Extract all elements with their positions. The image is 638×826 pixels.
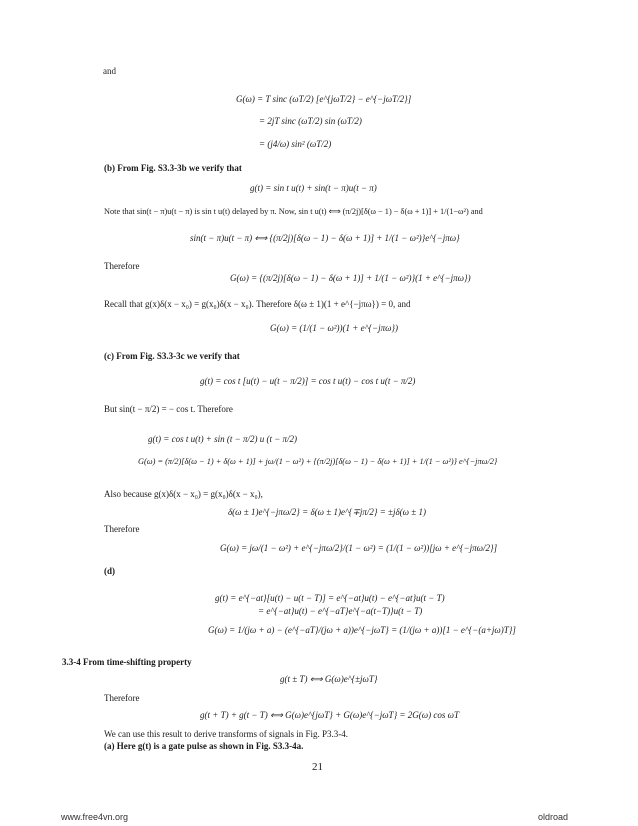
footer-right-text: oldroad — [538, 812, 569, 822]
equation-line: g(t) = sin t u(t) + sin(t − π)u(t − π) — [250, 183, 377, 193]
equation-line: g(t + T) + g(t − T) ⟺ G(ω)e^{jωT} + G(ω)e^{−jωT} = 2G(ω) cos ωT — [200, 710, 459, 720]
equation-line: g(t) = cos t [u(t) − u(t − π/2)] = cos t u(t) − cos t u(t − π/2) — [200, 376, 416, 386]
text-therefore: Therefore — [104, 261, 140, 271]
equation-line: g(t) = cos t u(t) + sin (t − π/2) u (t − π/2) — [148, 434, 298, 444]
equation-line: δ(ω ± 1)e^{−jπω/2} = δ(ω ± 1)e^{∓jπ/2} = ±jδ(ω ± 1) — [228, 507, 426, 517]
equation-line: G(ω) = (π/2)[δ(ω − 1) + δ(ω + 1)] + jω/(1 − ω²) + {(π/2j)[δ(ω − 1) − δ(ω + 1)] + 1/(1 − ω²)} e^{−jπω/2} — [138, 457, 498, 466]
equation-line: g(t) = e^{−at}[u(t) − u(t − T)] = e^{−at}u(t) − e^{−at}u(t − T) — [215, 593, 445, 603]
paragraph-line: We can use this result to derive transforms of signals in Fig. P3.3-4. — [104, 729, 348, 739]
equation-line: = (j4/ω) sin² (ωT/2) — [259, 139, 332, 149]
problem-3-3-4-heading: 3.3-4 From time-shifting property — [62, 657, 192, 667]
equation-line: = e^{−at}u(t) − e^{−aT}e^{−a(t−T)}u(t − T) — [258, 606, 423, 616]
paragraph-line: Note that sin(t − π)u(t − π) is sin t u(t) delayed by π. Now, sin t u(t) ⟺ (π/2j)[δ(ω − 1) − δ(ω + 1)] + 1/(1−ω²) and — [104, 207, 483, 216]
equation-line: G(ω) = T sinc (ωT/2) [e^{jωT/2} − e^{−jωT/2}] — [236, 94, 412, 104]
paragraph-line: Also because g(x)δ(x − x₀) = g(x₀)δ(x − x₀), — [104, 489, 263, 499]
paragraph-line: (a) Here g(t) is a gate pulse as shown in Fig. S3.3-4a. — [104, 741, 304, 751]
equation-line: G(ω) = {(π/2j)[δ(ω − 1) − δ(ω + 1)] + 1/(1 − ω²)}(1 + e^{−jπω}) — [230, 273, 471, 283]
equation-line: sin(t − π)u(t − π) ⟺ {(π/2j)[δ(ω − 1) − δ(ω + 1)] + 1/(1 − ω²)}e^{−jπω} — [190, 233, 460, 243]
equation-line: = 2jT sinc (ωT/2) sin (ωT/2) — [259, 116, 362, 126]
footer-left-link[interactable]: www.free4vn.org — [61, 812, 129, 822]
text-line-and: and — [103, 66, 116, 76]
paragraph-line: But sin(t − π/2) = − cos t. Therefore — [104, 404, 233, 414]
equation-line: g(t ± T) ⟺ G(ω)e^{±jωT} — [280, 674, 378, 684]
equation-line: G(ω) = (1/(1 − ω²))(1 + e^{−jπω}) — [270, 323, 399, 333]
text-therefore: Therefore — [104, 693, 140, 703]
equation-line: G(ω) = 1/(jω + a) − (e^{−aT}/(jω + a))e^{−jωT} = (1/(jω + a))[1 − e^{−(a+jω)T}] — [208, 625, 516, 635]
page-number: 21 — [312, 761, 323, 773]
part-b-heading: (b) From Fig. S3.3-3b we verify that — [104, 163, 242, 173]
part-d-heading: (d) — [104, 566, 115, 576]
text-therefore: Therefore — [104, 524, 140, 534]
part-c-heading: (c) From Fig. S3.3-3c we verify that — [104, 351, 240, 361]
equation-line: G(ω) = jω/(1 − ω²) + e^{−jπω/2}/(1 − ω²) = (1/(1 − ω²))[jω + e^{−jπω/2}] — [220, 543, 498, 553]
paragraph-line: Recall that g(x)δ(x − x₀) = g(x₀)δ(x − x₀). Therefore δ(ω ± 1)(1 + e^{−jπω}) = 0, and — [104, 299, 411, 309]
